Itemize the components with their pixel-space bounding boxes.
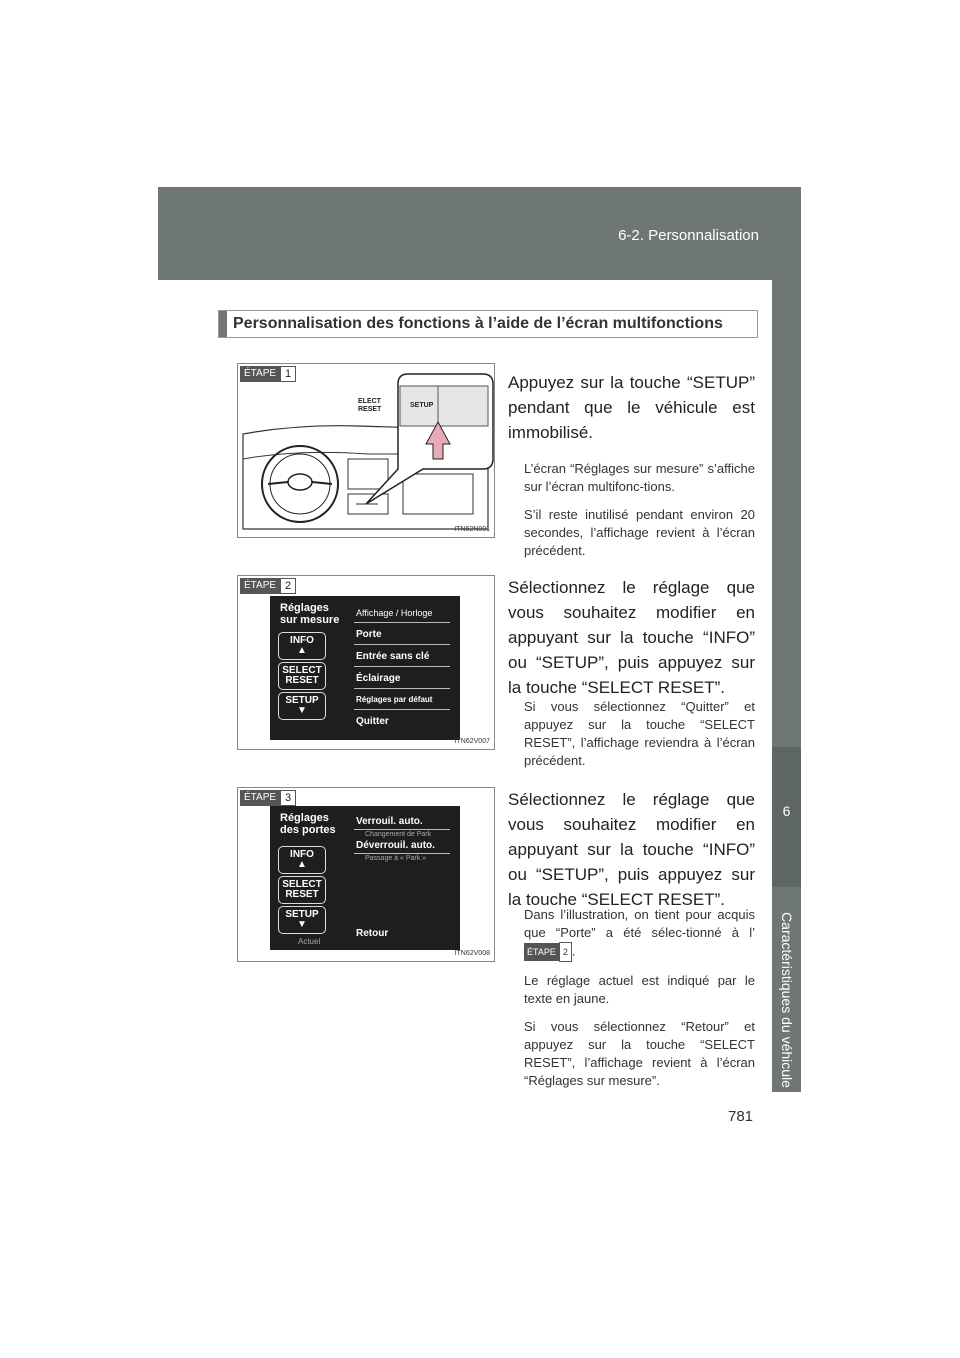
menu-divider [354,622,450,623]
dashboard-illustration [238,364,494,537]
select-reset-button[interactable]: SELECT RESET [278,662,326,690]
current-setting-label: Actuel [298,937,321,946]
chapter-header [158,187,801,280]
section-title-box [218,310,758,338]
chapter-label: Caractéristiques du véhicule [779,912,795,1088]
setup-button[interactable]: SETUP ▼ [278,906,326,934]
info-button[interactable]: INFO ▲ [278,846,326,874]
menu-divider [354,853,450,854]
step-label: ÉTAPE [240,366,280,382]
menu-item-auto-unlock[interactable]: Déverrouil. auto. [356,840,435,851]
setup-button[interactable]: SETUP ▼ [278,692,326,720]
step1-instruction: Appuyez sur la touche “SETUP” pendant que le véhicule est immobilisé. [508,373,755,442]
step-number: 2 [559,942,572,962]
menu-divider [354,829,450,830]
figure-code: ITN62V007 [454,738,490,745]
step1-figure [237,363,495,538]
screen-title: Réglages sur mesure [280,602,340,626]
section-title: Personnalisation des fonctions à l’aide de l’écran multifonctions [233,315,723,332]
step3-note-2: Le réglage actuel est indiqué par le texte en jaune. [524,973,755,1006]
step2-instruction: Sélectionnez le réglage que vous souhaitez modifier en appuyant sur la touche “INFO” ou “SETUP”, puis appuyez sur la touche “SELECT RESET”. [508,578,755,697]
step3-note-1-text: Dans l’illustration, on tient pour acquis que “Porte” a été sélec-tionné à l’ [524,907,755,940]
menu-item-keyless[interactable]: Entrée sans clé [356,651,430,662]
chapter-number: 6 [782,803,791,819]
step3-note-1: Dans l’illustration, on tient pour acquis que “Porte” a été sélec-tionné à l’ ÉTAPE 2 . [524,906,755,962]
step2-badge [240,578,296,594]
step3-note-3: Si vous sélectionnez “Retour” et appuyez sur la touche “SELECT RESET”, l’affichage revient à l’écran “Réglages sur mesure”. [524,1019,755,1088]
screen-title: Réglages des portes [280,812,336,836]
menu-item-lighting[interactable]: Éclairage [356,673,401,684]
step-label: ÉTAPE [240,578,280,594]
section-title-bar [219,311,227,337]
step3-figure [237,787,495,962]
page-number: 781 [728,1108,754,1125]
step1-note-2: S’il reste inutilisé pendant environ 20 secondes, l’affichage revient à l’écran précédent. [524,507,755,558]
menu-item-auto-unlock-value: Passage à « Park » [365,855,427,862]
step-label: ÉTAPE [524,943,559,961]
step2-note-1: Si vous sélectionnez “Quitter” et appuyez sur la touche “SELECT RESET”, l’affichage reviendra à l’écran précédent. [524,699,755,768]
menu-item-quit[interactable]: Quitter [356,716,389,727]
menu-divider [354,688,450,689]
info-button[interactable]: INFO ▲ [278,632,326,660]
menu-item-display-clock[interactable]: Affichage / Horloge [356,608,433,618]
step-number: 1 [280,366,296,382]
step3-instruction: Sélectionnez le réglage que vous souhaitez modifier en appuyant sur la touche “INFO” ou “SETUP”, puis appuyez sur la touche “SELECT RESET”. [508,790,755,909]
section-name: 6-2. Personnalisation [618,227,759,244]
step-label: ÉTAPE [240,790,280,806]
select-reset-button-label: ELECT RESET [358,398,382,413]
multi-info-display [270,596,460,740]
menu-divider [354,709,450,710]
menu-item-auto-lock[interactable]: Verrouil. auto. [356,816,423,827]
menu-item-defaults[interactable]: Réglages par défaut [356,695,433,704]
multi-info-display [270,806,460,950]
setup-button-label: SETUP [410,402,434,409]
step1-note-1: L’écran “Réglages sur mesure” s’affiche sur l’écran multifonc-tions. [524,461,755,494]
inline-step-ref [524,942,572,962]
menu-item-door[interactable]: Porte [356,629,382,640]
step-number: 2 [280,578,296,594]
menu-divider [354,666,450,667]
step2-figure [237,575,495,750]
figure-code: ITN62N001 [454,526,490,533]
figure-code: ITN62V008 [454,950,490,957]
menu-item-auto-lock-value: Changement de Park [365,831,432,838]
step3-badge [240,790,296,806]
menu-item-back[interactable]: Retour [356,928,389,939]
step-number: 3 [280,790,296,806]
chapter-side-tab [772,187,801,1092]
select-reset-button[interactable]: SELECT RESET [278,876,326,904]
menu-divider [354,644,450,645]
